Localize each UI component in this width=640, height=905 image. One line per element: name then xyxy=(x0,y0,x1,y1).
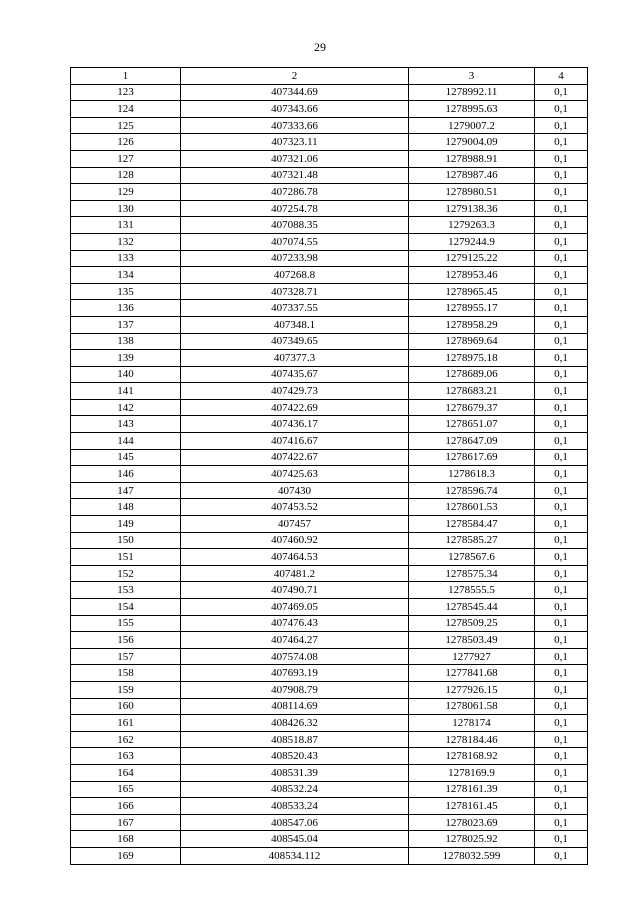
table-row xyxy=(71,150,588,167)
accuracy-cell: 0,1 xyxy=(535,267,588,284)
y-coordinate-cell: 1278601.53 xyxy=(409,499,535,516)
point-number-cell: 131 xyxy=(71,217,181,234)
point-number-cell: 160 xyxy=(71,698,181,715)
x-coordinate-cell: 408518.87 xyxy=(181,731,409,748)
x-coordinate-cell: 407323.11 xyxy=(181,134,409,151)
y-coordinate-cell: 1278679.37 xyxy=(409,399,535,416)
x-coordinate-cell: 407460.92 xyxy=(181,532,409,549)
point-number-cell: 146 xyxy=(71,466,181,483)
x-coordinate-cell: 407693.19 xyxy=(181,665,409,682)
accuracy-cell: 0,1 xyxy=(535,615,588,632)
point-number-cell: 166 xyxy=(71,798,181,815)
table-row xyxy=(71,466,588,483)
x-coordinate-cell: 407233.98 xyxy=(181,250,409,267)
y-coordinate-cell: 1278184.46 xyxy=(409,731,535,748)
point-number-cell: 140 xyxy=(71,366,181,383)
table-row xyxy=(71,184,588,201)
table-row xyxy=(71,532,588,549)
accuracy-cell: 0,1 xyxy=(535,316,588,333)
column-header-2: 2 xyxy=(181,68,409,85)
accuracy-cell: 0,1 xyxy=(535,333,588,350)
accuracy-cell: 0,1 xyxy=(535,681,588,698)
point-number-cell: 145 xyxy=(71,449,181,466)
table-row xyxy=(71,233,588,250)
y-coordinate-cell: 1278509.25 xyxy=(409,615,535,632)
x-coordinate-cell: 408520.43 xyxy=(181,748,409,765)
table-row xyxy=(71,847,588,864)
point-number-cell: 157 xyxy=(71,648,181,665)
x-coordinate-cell: 407416.67 xyxy=(181,433,409,450)
table-row xyxy=(71,831,588,848)
table-row xyxy=(71,200,588,217)
x-coordinate-cell: 407908.79 xyxy=(181,681,409,698)
point-number-cell: 134 xyxy=(71,267,181,284)
table-row xyxy=(71,781,588,798)
table-row xyxy=(71,333,588,350)
y-coordinate-cell: 1278651.07 xyxy=(409,416,535,433)
y-coordinate-cell: 1278169.9 xyxy=(409,764,535,781)
x-coordinate-cell: 407074.55 xyxy=(181,233,409,250)
x-coordinate-cell: 407349.65 xyxy=(181,333,409,350)
point-number-cell: 151 xyxy=(71,549,181,566)
table-row xyxy=(71,814,588,831)
y-coordinate-cell: 1277927 xyxy=(409,648,535,665)
accuracy-cell: 0,1 xyxy=(535,416,588,433)
point-number-cell: 133 xyxy=(71,250,181,267)
accuracy-cell: 0,1 xyxy=(535,399,588,416)
accuracy-cell: 0,1 xyxy=(535,466,588,483)
x-coordinate-cell: 407377.3 xyxy=(181,350,409,367)
point-number-cell: 153 xyxy=(71,582,181,599)
accuracy-cell: 0,1 xyxy=(535,250,588,267)
accuracy-cell: 0,1 xyxy=(535,449,588,466)
table-row xyxy=(71,648,588,665)
point-number-cell: 167 xyxy=(71,814,181,831)
table-row xyxy=(71,599,588,616)
table-row xyxy=(71,300,588,317)
accuracy-cell: 0,1 xyxy=(535,366,588,383)
accuracy-cell: 0,1 xyxy=(535,798,588,815)
x-coordinate-cell: 407328.71 xyxy=(181,283,409,300)
point-number-cell: 143 xyxy=(71,416,181,433)
y-coordinate-cell: 1278969.64 xyxy=(409,333,535,350)
table-row xyxy=(71,764,588,781)
accuracy-cell: 0,1 xyxy=(535,117,588,134)
accuracy-cell: 0,1 xyxy=(535,648,588,665)
x-coordinate-cell: 407481.2 xyxy=(181,565,409,582)
y-coordinate-cell: 1278023.69 xyxy=(409,814,535,831)
y-coordinate-cell: 1278161.45 xyxy=(409,798,535,815)
header-row xyxy=(71,68,588,85)
table-row xyxy=(71,449,588,466)
x-coordinate-cell: 408532.24 xyxy=(181,781,409,798)
table-row xyxy=(71,681,588,698)
y-coordinate-cell: 1278953.46 xyxy=(409,267,535,284)
point-number-cell: 148 xyxy=(71,499,181,516)
table-row xyxy=(71,516,588,533)
y-coordinate-cell: 1278975.18 xyxy=(409,350,535,367)
point-number-cell: 130 xyxy=(71,200,181,217)
accuracy-cell: 0,1 xyxy=(535,831,588,848)
x-coordinate-cell: 407435.67 xyxy=(181,366,409,383)
table-row xyxy=(71,350,588,367)
table-row xyxy=(71,549,588,566)
point-number-cell: 161 xyxy=(71,715,181,732)
y-coordinate-cell: 1278161.39 xyxy=(409,781,535,798)
y-coordinate-cell: 1278584.47 xyxy=(409,516,535,533)
table-row xyxy=(71,433,588,450)
y-coordinate-cell: 1278683.21 xyxy=(409,383,535,400)
accuracy-cell: 0,1 xyxy=(535,764,588,781)
y-coordinate-cell: 1278545.44 xyxy=(409,599,535,616)
x-coordinate-cell: 407344.69 xyxy=(181,84,409,101)
x-coordinate-cell: 407333.66 xyxy=(181,117,409,134)
accuracy-cell: 0,1 xyxy=(535,582,588,599)
y-coordinate-cell: 1278618.3 xyxy=(409,466,535,483)
y-coordinate-cell: 1279263.3 xyxy=(409,217,535,234)
table-row xyxy=(71,565,588,582)
x-coordinate-cell: 408533.24 xyxy=(181,798,409,815)
accuracy-cell: 0,1 xyxy=(535,101,588,118)
accuracy-cell: 0,1 xyxy=(535,814,588,831)
point-number-cell: 159 xyxy=(71,681,181,698)
point-number-cell: 168 xyxy=(71,831,181,848)
point-number-cell: 163 xyxy=(71,748,181,765)
point-number-cell: 147 xyxy=(71,482,181,499)
x-coordinate-cell: 407348.1 xyxy=(181,316,409,333)
accuracy-cell: 0,1 xyxy=(535,184,588,201)
table-row xyxy=(71,283,588,300)
accuracy-cell: 0,1 xyxy=(535,549,588,566)
y-coordinate-cell: 1278617.69 xyxy=(409,449,535,466)
y-coordinate-cell: 1278032.599 xyxy=(409,847,535,864)
table-row xyxy=(71,499,588,516)
table-row xyxy=(71,217,588,234)
point-number-cell: 162 xyxy=(71,731,181,748)
y-coordinate-cell: 1278995.63 xyxy=(409,101,535,118)
x-coordinate-cell: 407254.78 xyxy=(181,200,409,217)
x-coordinate-cell: 407425.63 xyxy=(181,466,409,483)
accuracy-cell: 0,1 xyxy=(535,781,588,798)
point-number-cell: 126 xyxy=(71,134,181,151)
y-coordinate-cell: 1278585.27 xyxy=(409,532,535,549)
table-row xyxy=(71,615,588,632)
y-coordinate-cell: 1278689.06 xyxy=(409,366,535,383)
table-row xyxy=(71,167,588,184)
accuracy-cell: 0,1 xyxy=(535,350,588,367)
point-number-cell: 169 xyxy=(71,847,181,864)
y-coordinate-cell: 1278988.91 xyxy=(409,150,535,167)
table-row xyxy=(71,267,588,284)
table-row xyxy=(71,665,588,682)
x-coordinate-cell: 408114.69 xyxy=(181,698,409,715)
y-coordinate-cell: 1279007.2 xyxy=(409,117,535,134)
point-number-cell: 138 xyxy=(71,333,181,350)
x-coordinate-cell: 407422.69 xyxy=(181,399,409,416)
point-number-cell: 164 xyxy=(71,764,181,781)
accuracy-cell: 0,1 xyxy=(535,433,588,450)
y-coordinate-cell: 1278958.29 xyxy=(409,316,535,333)
table-row xyxy=(71,715,588,732)
point-number-cell: 141 xyxy=(71,383,181,400)
y-coordinate-cell: 1278061.58 xyxy=(409,698,535,715)
point-number-cell: 152 xyxy=(71,565,181,582)
accuracy-cell: 0,1 xyxy=(535,499,588,516)
table-row xyxy=(71,731,588,748)
y-coordinate-cell: 1277841.68 xyxy=(409,665,535,682)
x-coordinate-cell: 407464.53 xyxy=(181,549,409,566)
column-header-3: 3 xyxy=(409,68,535,85)
table-row xyxy=(71,117,588,134)
y-coordinate-cell: 1278575.34 xyxy=(409,565,535,582)
y-coordinate-cell: 1279004.09 xyxy=(409,134,535,151)
x-coordinate-cell: 407343.66 xyxy=(181,101,409,118)
point-number-cell: 124 xyxy=(71,101,181,118)
x-coordinate-cell: 408426.32 xyxy=(181,715,409,732)
x-coordinate-cell: 407268.8 xyxy=(181,267,409,284)
y-coordinate-cell: 1278174 xyxy=(409,715,535,732)
page-number: 29 xyxy=(314,40,326,54)
y-coordinate-cell: 1278555.5 xyxy=(409,582,535,599)
table-header xyxy=(71,68,588,85)
x-coordinate-cell: 407321.48 xyxy=(181,167,409,184)
x-coordinate-cell: 408545.04 xyxy=(181,831,409,848)
accuracy-cell: 0,1 xyxy=(535,565,588,582)
table-row xyxy=(71,632,588,649)
accuracy-cell: 0,1 xyxy=(535,731,588,748)
y-coordinate-cell: 1278992.11 xyxy=(409,84,535,101)
y-coordinate-cell: 1278647.09 xyxy=(409,433,535,450)
table-row xyxy=(71,84,588,101)
accuracy-cell: 0,1 xyxy=(535,748,588,765)
point-number-cell: 150 xyxy=(71,532,181,549)
table-row xyxy=(71,316,588,333)
point-number-cell: 135 xyxy=(71,283,181,300)
x-coordinate-cell: 407422.67 xyxy=(181,449,409,466)
point-number-cell: 125 xyxy=(71,117,181,134)
x-coordinate-cell: 407286.78 xyxy=(181,184,409,201)
point-number-cell: 139 xyxy=(71,350,181,367)
y-coordinate-cell: 1279244.9 xyxy=(409,233,535,250)
accuracy-cell: 0,1 xyxy=(535,200,588,217)
x-coordinate-cell: 407464.27 xyxy=(181,632,409,649)
table-body xyxy=(71,84,588,864)
accuracy-cell: 0,1 xyxy=(535,532,588,549)
x-coordinate-cell: 407430 xyxy=(181,482,409,499)
accuracy-cell: 0,1 xyxy=(535,599,588,616)
y-coordinate-cell: 1277926.15 xyxy=(409,681,535,698)
point-number-cell: 128 xyxy=(71,167,181,184)
coordinates-table xyxy=(70,67,588,865)
y-coordinate-cell: 1278567.6 xyxy=(409,549,535,566)
y-coordinate-cell: 1278980.51 xyxy=(409,184,535,201)
point-number-cell: 158 xyxy=(71,665,181,682)
accuracy-cell: 0,1 xyxy=(535,698,588,715)
point-number-cell: 137 xyxy=(71,316,181,333)
x-coordinate-cell: 407453.52 xyxy=(181,499,409,516)
accuracy-cell: 0,1 xyxy=(535,383,588,400)
x-coordinate-cell: 407469.05 xyxy=(181,599,409,616)
accuracy-cell: 0,1 xyxy=(535,167,588,184)
table-row xyxy=(71,366,588,383)
accuracy-cell: 0,1 xyxy=(535,84,588,101)
table-row xyxy=(71,101,588,118)
x-coordinate-cell: 407429.73 xyxy=(181,383,409,400)
x-coordinate-cell: 407321.06 xyxy=(181,150,409,167)
x-coordinate-cell: 407476.43 xyxy=(181,615,409,632)
x-coordinate-cell: 408534.112 xyxy=(181,847,409,864)
table-row xyxy=(71,582,588,599)
y-coordinate-cell: 1279138.36 xyxy=(409,200,535,217)
accuracy-cell: 0,1 xyxy=(535,233,588,250)
accuracy-cell: 0,1 xyxy=(535,134,588,151)
accuracy-cell: 0,1 xyxy=(535,516,588,533)
table-row xyxy=(71,748,588,765)
y-coordinate-cell: 1278955.17 xyxy=(409,300,535,317)
point-number-cell: 156 xyxy=(71,632,181,649)
table-row xyxy=(71,383,588,400)
point-number-cell: 144 xyxy=(71,433,181,450)
y-coordinate-cell: 1278503.49 xyxy=(409,632,535,649)
table-row xyxy=(71,134,588,151)
x-coordinate-cell: 407337.55 xyxy=(181,300,409,317)
table-row xyxy=(71,798,588,815)
x-coordinate-cell: 407436.17 xyxy=(181,416,409,433)
x-coordinate-cell: 408531.39 xyxy=(181,764,409,781)
y-coordinate-cell: 1278987.46 xyxy=(409,167,535,184)
accuracy-cell: 0,1 xyxy=(535,482,588,499)
accuracy-cell: 0,1 xyxy=(535,217,588,234)
y-coordinate-cell: 1278168.92 xyxy=(409,748,535,765)
y-coordinate-cell: 1278025.92 xyxy=(409,831,535,848)
accuracy-cell: 0,1 xyxy=(535,632,588,649)
point-number-cell: 165 xyxy=(71,781,181,798)
point-number-cell: 155 xyxy=(71,615,181,632)
table-row xyxy=(71,482,588,499)
y-coordinate-cell: 1279125.22 xyxy=(409,250,535,267)
x-coordinate-cell: 407574.08 xyxy=(181,648,409,665)
table-row xyxy=(71,250,588,267)
point-number-cell: 129 xyxy=(71,184,181,201)
y-coordinate-cell: 1278965.45 xyxy=(409,283,535,300)
x-coordinate-cell: 407490.71 xyxy=(181,582,409,599)
x-coordinate-cell: 407088.35 xyxy=(181,217,409,234)
accuracy-cell: 0,1 xyxy=(535,715,588,732)
accuracy-cell: 0,1 xyxy=(535,300,588,317)
column-header-4: 4 xyxy=(535,68,588,85)
table-row xyxy=(71,698,588,715)
point-number-cell: 154 xyxy=(71,599,181,616)
point-number-cell: 123 xyxy=(71,84,181,101)
accuracy-cell: 0,1 xyxy=(535,283,588,300)
point-number-cell: 142 xyxy=(71,399,181,416)
point-number-cell: 136 xyxy=(71,300,181,317)
column-header-1: 1 xyxy=(71,68,181,85)
accuracy-cell: 0,1 xyxy=(535,847,588,864)
x-coordinate-cell: 408547.06 xyxy=(181,814,409,831)
table-row xyxy=(71,399,588,416)
table-row xyxy=(71,416,588,433)
accuracy-cell: 0,1 xyxy=(535,665,588,682)
point-number-cell: 132 xyxy=(71,233,181,250)
accuracy-cell: 0,1 xyxy=(535,150,588,167)
x-coordinate-cell: 407457 xyxy=(181,516,409,533)
point-number-cell: 149 xyxy=(71,516,181,533)
point-number-cell: 127 xyxy=(71,150,181,167)
y-coordinate-cell: 1278596.74 xyxy=(409,482,535,499)
